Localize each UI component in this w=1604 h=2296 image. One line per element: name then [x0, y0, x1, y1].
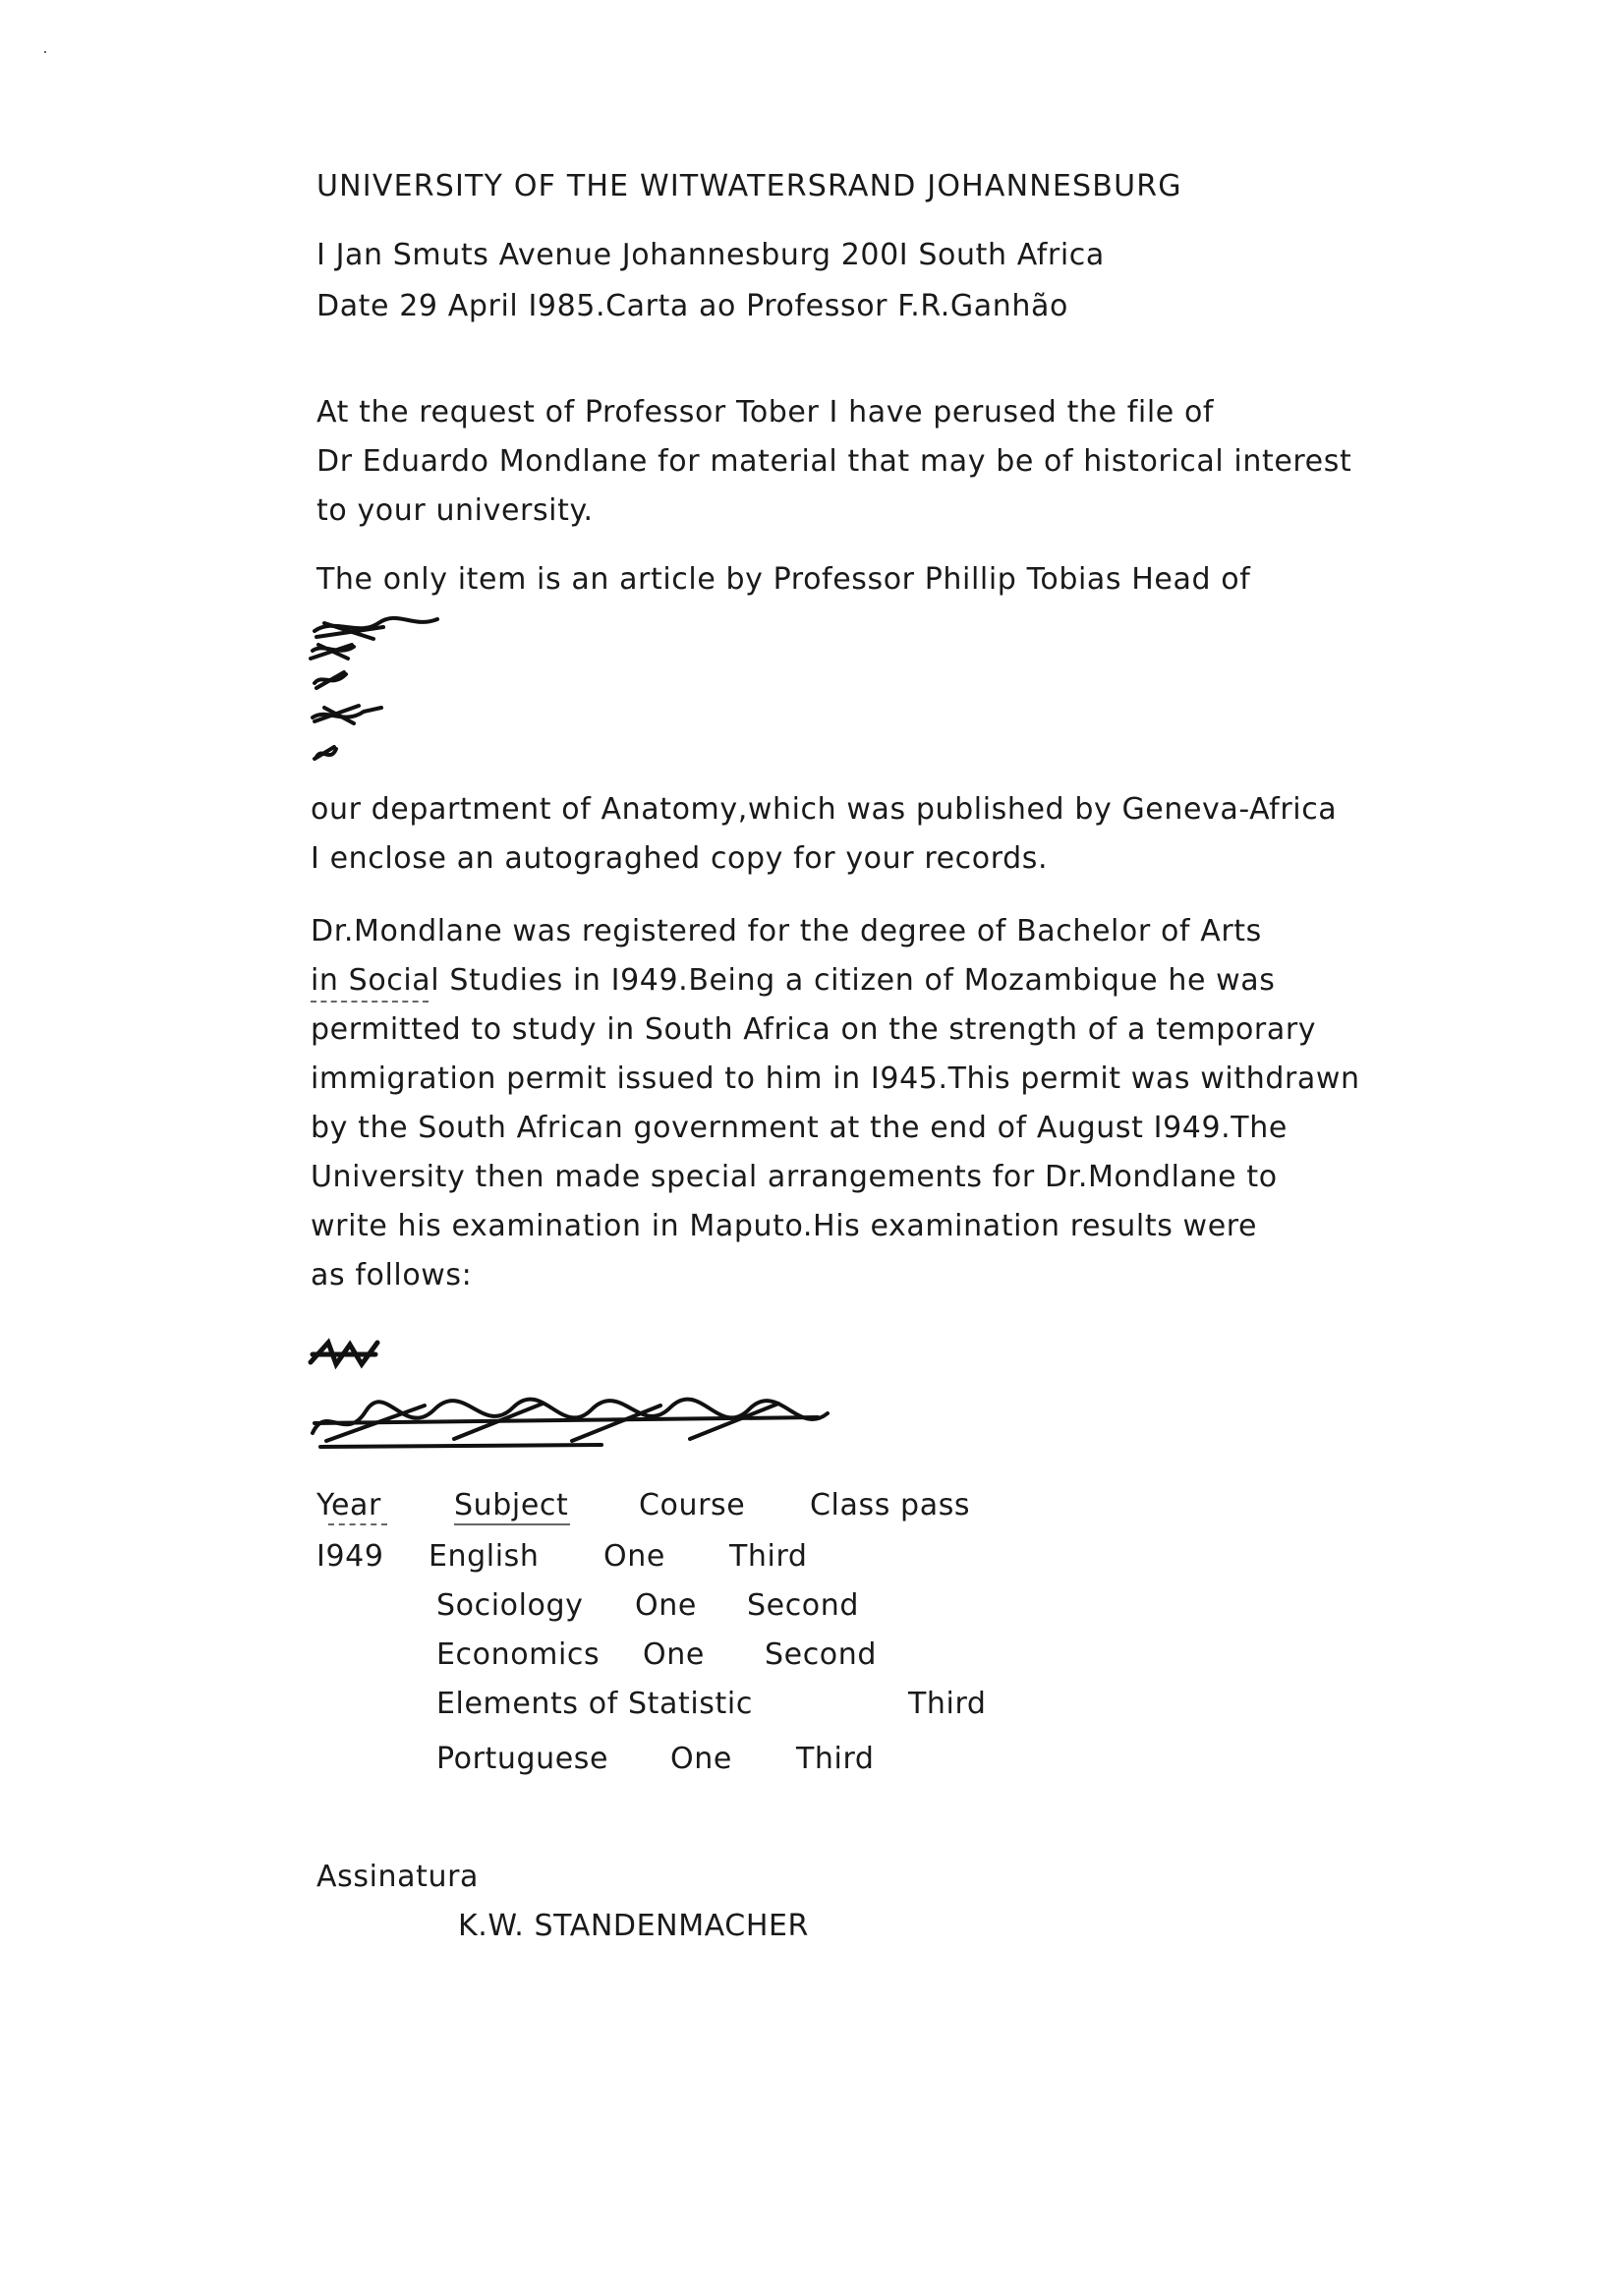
- strikeout-scribble-block: [305, 609, 452, 781]
- para3-line-8: as follows:: [311, 1258, 473, 1292]
- para3-line-3: permitted to study in South Africa on the strength of a temporary: [311, 1012, 1317, 1047]
- address-line: I Jan Smuts Avenue Johannesburg 200I South Africa: [316, 238, 1105, 272]
- table-row-5-subject: Portuguese: [436, 1742, 609, 1776]
- table-header-class-pass: Class pass: [810, 1488, 971, 1522]
- para2-line-1: The only item is an article by Professor Phillip Tobias Head of: [316, 562, 1251, 597]
- para3-line-5: by the South African government at the end of August I949.The: [311, 1111, 1288, 1145]
- strikeout-scribble-year: [307, 1335, 385, 1374]
- para1-line-1: At the request of Professor Tober I have perused the file of: [316, 395, 1215, 430]
- table-row-5-course: One: [670, 1742, 732, 1776]
- table-row-3-class: Second: [765, 1637, 878, 1672]
- table-row-2-course: One: [635, 1588, 697, 1623]
- table-header-subject: Subject: [454, 1488, 569, 1522]
- table-header-year: Year: [316, 1488, 381, 1522]
- handwritten-underline: [328, 1523, 387, 1525]
- para3-line-2: in Social Studies in I949.Being a citizen of Mozambique he was: [311, 963, 1276, 998]
- table-row-1-subject: English: [429, 1539, 540, 1574]
- table-row-4-subject: Elements of Statistic: [436, 1687, 753, 1721]
- para3-line-6: University then made special arrangements for Dr.Mondlane to: [311, 1160, 1278, 1194]
- signatory-name: K.W. STANDENMACHER: [458, 1909, 809, 1943]
- para1-line-2: Dr Eduardo Mondlane for material that may be of historical interest: [316, 444, 1352, 479]
- date-line: Date 29 April I985.Carta ao Professor F.R.Ganhão: [316, 289, 1068, 323]
- strikeout-scribble-table-header: [307, 1394, 837, 1453]
- table-row-1-class: Third: [729, 1539, 808, 1574]
- para3-line-4: immigration permit issued to him in I945.This permit was withdrawn: [311, 1062, 1360, 1096]
- table-row-2-class: Second: [747, 1588, 860, 1623]
- table-row-2-subject: Sociology: [436, 1588, 584, 1623]
- para1-line-3: to your university.: [316, 493, 594, 528]
- handwritten-underline: [311, 1001, 429, 1003]
- para3-line-1: Dr.Mondlane was registered for the degree of Bachelor of Arts: [311, 914, 1262, 948]
- signature-label: Assinatura: [316, 1860, 480, 1894]
- para3-line-7: write his examination in Maputo.His examination results were: [311, 1209, 1258, 1243]
- table-header-course: Course: [639, 1488, 746, 1522]
- institution-heading: UNIVERSITY OF THE WITWATERSRAND JOHANNESBURG: [316, 169, 1182, 203]
- handwritten-underline: [454, 1523, 570, 1525]
- table-row-4-class: Third: [908, 1687, 987, 1721]
- speck: [44, 51, 46, 53]
- para2-line-3: I enclose an autograghed copy for your records.: [311, 841, 1049, 876]
- table-row-1-year: I949: [316, 1539, 384, 1574]
- table-row-5-class: Third: [796, 1742, 875, 1776]
- para2-line-2: our department of Anatomy,which was published by Geneva-Africa: [311, 792, 1338, 827]
- table-row-1-course: One: [603, 1539, 665, 1574]
- table-row-3-course: One: [643, 1637, 705, 1672]
- table-row-3-subject: Economics: [436, 1637, 601, 1672]
